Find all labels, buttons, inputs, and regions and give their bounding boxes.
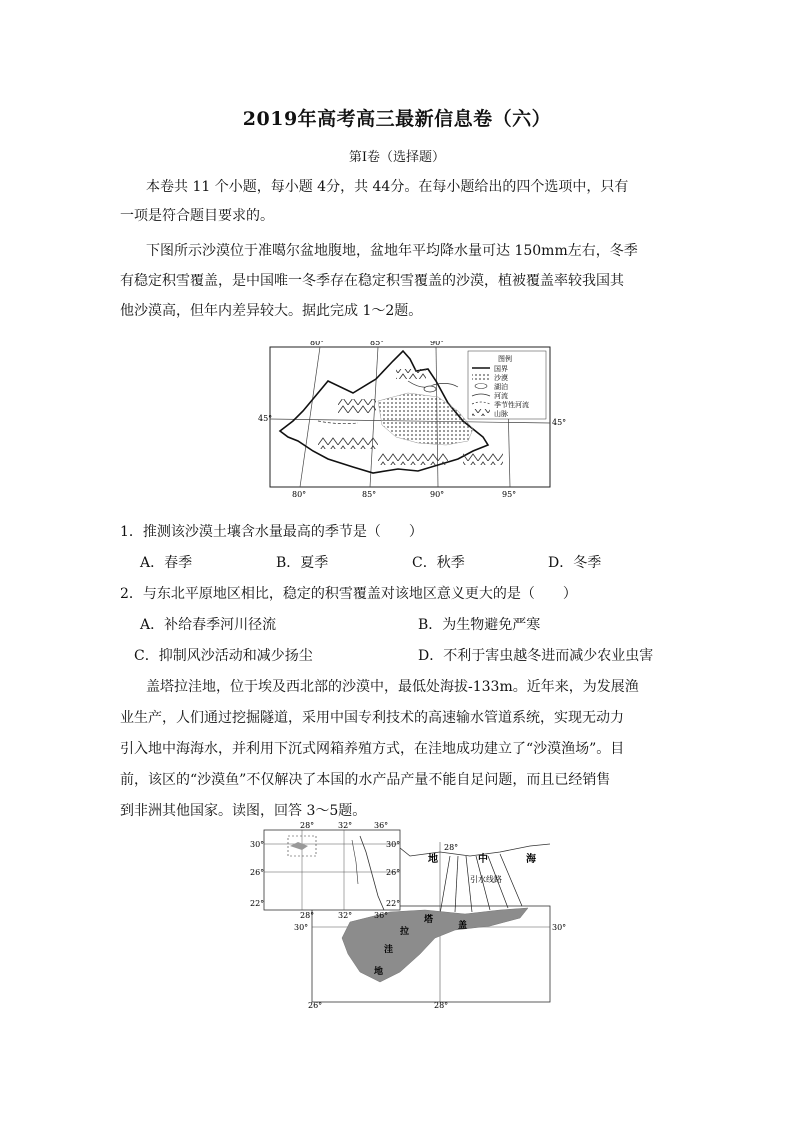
map2-pipeline-label: 引水线路 xyxy=(470,875,502,884)
map1-legend-lake: 湖泊 xyxy=(494,383,508,391)
passage2-line-1: 盖塔拉洼地，位于埃及西北部的沙漠中，最低处海拔-133m。近年来，为发展渔 xyxy=(146,679,639,695)
map1-top-lon-90: 90° xyxy=(430,341,445,347)
page-title: 2019年高考高三最新信息卷（六） xyxy=(242,108,552,130)
map2-inset-top-lon-36: 36° xyxy=(374,822,389,830)
map1-legend-seasonal-river: 季节性河流 xyxy=(494,401,529,409)
map1-bottom-lon-80: 80° xyxy=(292,490,307,499)
passage2-line-3: 引入地中海海水，并利用下沉式网箱养殖方式，在洼地成功建立了“沙漠渔场”。目 xyxy=(120,741,625,757)
map1-legend-title: 图例 xyxy=(498,355,512,363)
map2-depression-char-5: 地 xyxy=(374,967,384,977)
map2-inset-bottom-lon-36: 36° xyxy=(374,911,389,920)
passage1-line-2: 有稳定积雪覆盖，是中国唯一冬季存在稳定积雪覆盖的沙漠，植被覆盖率较我国其 xyxy=(120,273,624,289)
map2-main-lat-right: 30° xyxy=(552,923,567,932)
question-2-option-a[interactable]: A．补给春季河川径流 xyxy=(140,617,277,633)
map2-depression-char-3: 拉 xyxy=(400,927,410,937)
passage1-line-1: 下图所示沙漠位于准噶尔盆地腹地，盆地年平均降水量可达 150mm左右，冬季 xyxy=(146,243,638,259)
map1-top-lon-85: 85° xyxy=(370,341,385,347)
question-1-option-c[interactable]: C．秋季 xyxy=(412,555,465,571)
map2-sea-char-3: 海 xyxy=(526,854,536,865)
section-heading: 第Ⅰ卷（选择题） xyxy=(348,150,446,165)
passage2-line-5: 到非洲其他国家。读图，回答 3～5题。 xyxy=(120,803,367,819)
map2-depression-char-2: 塔 xyxy=(424,915,434,925)
junggar-basin-map xyxy=(258,341,568,501)
question-2-option-d[interactable]: D．不利于害虫越冬进而减少农业虫害 xyxy=(418,648,654,664)
map2-depression-char-4: 洼 xyxy=(384,945,394,955)
map2-depression-char-1: 盖 xyxy=(458,921,468,931)
passage1-line-3: 他沙漠高，但年内差异较大。据此完成 1～2题。 xyxy=(120,303,423,319)
map2-main-lat-left: 30° xyxy=(294,923,309,932)
map1-top-lon-80: 80° xyxy=(310,341,325,347)
map1-legend-mountain: 山脉 xyxy=(494,410,508,418)
map1-bottom-lon-85: 85° xyxy=(362,490,377,499)
map2-main-bottom-lon-26: 26° xyxy=(308,1001,323,1010)
qattara-depression-map xyxy=(250,822,570,1010)
map2-inset-lat-left-22: 22° xyxy=(250,899,265,908)
question-1-stem: 1．推测该沙漠土壤含水量最高的季节是（ ） xyxy=(120,524,423,540)
question-2-option-c[interactable]: C．抑制风沙活动和减少扬尘 xyxy=(134,648,313,664)
map2-inset-top-lon-28: 28° xyxy=(300,822,315,830)
map1-legend-river: 河流 xyxy=(494,392,508,400)
question-1-option-d[interactable]: D．冬季 xyxy=(548,555,602,571)
map2-sea-char-1: 地 xyxy=(428,854,438,865)
question-2-stem: 2．与东北平原地区相比，稳定的积雪覆盖对该地区意义更大的是（ ） xyxy=(120,586,577,602)
question-1-option-b[interactable]: B．夏季 xyxy=(276,555,329,571)
map1-lat-left: 45° xyxy=(258,414,273,423)
map1-lat-right: 45° xyxy=(552,418,567,427)
map2-sea-char-2: 中 xyxy=(478,854,488,865)
map1-legend-border: 国界 xyxy=(494,365,508,373)
map2-inset-top-lon-32: 32° xyxy=(338,822,353,830)
question-1-option-a[interactable]: A．春季 xyxy=(140,555,193,571)
map2-inset-lat-left-26: 26° xyxy=(250,868,265,877)
map1-bottom-lon-90: 90° xyxy=(430,490,445,499)
map2-inset-bottom-lon-32: 32° xyxy=(338,911,353,920)
map2-main-bottom-lon-28: 28° xyxy=(434,1001,449,1010)
map2-inset-lat-right-26: 26° xyxy=(386,868,401,877)
passage2-line-2: 业生产，人们通过挖掘隧道，采用中国专利技术的高速输水管道系统，实现无动力 xyxy=(120,710,624,726)
map2-inset-lat-right-22: 22° xyxy=(386,899,401,908)
intro-line-1: 本卷共 11 个小题，每小题 4分，共 44分。在每小题给出的四个选项中，只有 xyxy=(146,179,629,195)
question-2-option-b[interactable]: B．为生物避免严寒 xyxy=(418,617,541,633)
map1-bottom-lon-95: 95° xyxy=(502,490,517,499)
map1-legend-desert: 沙漠 xyxy=(494,374,508,382)
map2-main-top-lon: 28° xyxy=(444,843,459,852)
map2-inset-lat-right-30: 30° xyxy=(386,840,401,849)
passage2-line-4: 前，该区的“沙漠鱼”不仅解决了本国的水产品产量不能自足问题，而且已经销售 xyxy=(120,772,611,788)
map2-inset-lat-left-30: 30° xyxy=(250,840,265,849)
intro-line-2: 一项是符合题目要求的。 xyxy=(120,208,274,224)
map2-inset-bottom-lon-28: 28° xyxy=(300,911,315,920)
